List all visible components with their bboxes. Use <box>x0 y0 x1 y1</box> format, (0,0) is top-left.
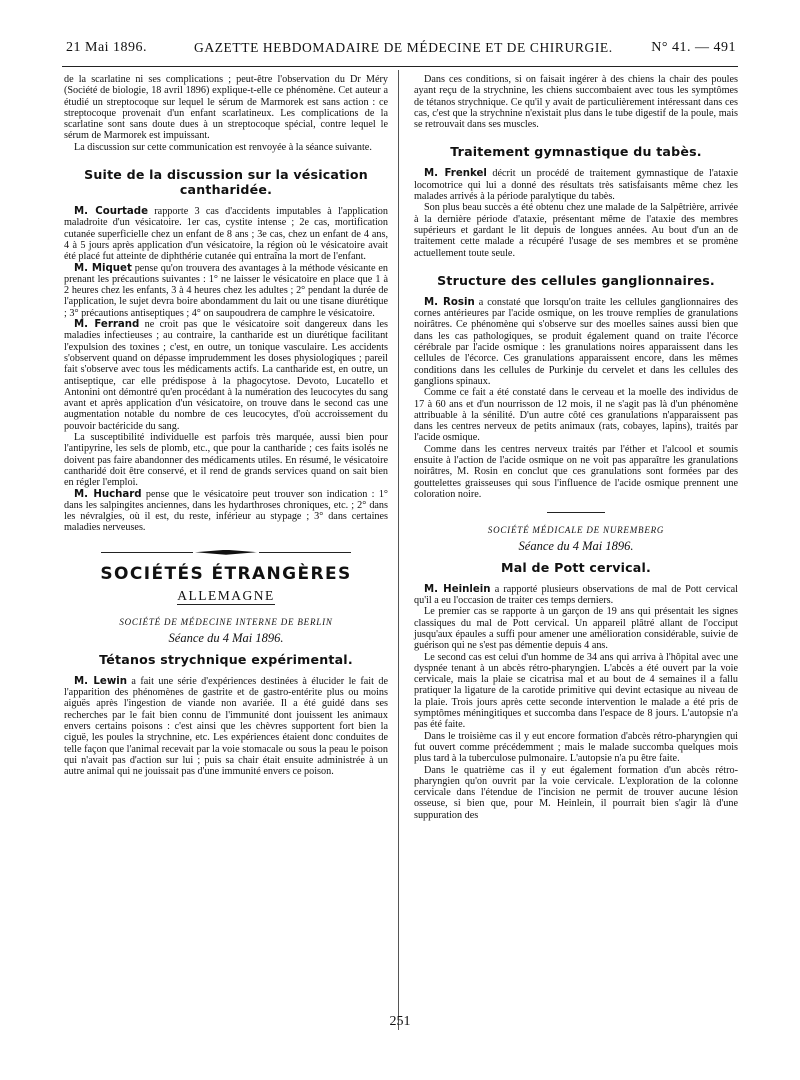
header-rule <box>62 66 738 67</box>
header-title: GAZETTE HEBDOMADAIRE DE MÉDECINE ET DE CHIRURGIE. <box>194 40 613 55</box>
column-divider <box>398 70 399 1030</box>
paragraph-text: rapporte 3 cas d'accidents imputables à l'application maladroite d'un vésicatoire. 1er cas, cystite intense ; 2e cas, mortification cutanée superficielle chez un enfant de 8 ans ; 3e cas, chez un enfant de 4 ans, 4 à 5 jours après application d'un vésicatoire, la région où le vésicatoire avait été placé fut atteinte de diphthérie cutanée qui entraîna la mort de l'enfant. <box>64 206 388 263</box>
paragraph-huchard <box>64 489 388 534</box>
paragraph: Dans ces conditions, si on faisait ingérer à des chiens la chair des poules ayant reçu de la strychnine, les chiens succombaient avec tous les symptômes de tétanos strychnique. Ce qu'il y avait de particulièrement intéressant dans ces cas, c'est que la strychnine n'existait plus dans le tube digestif de la poule, mais se retrouvait dans ses muscles. <box>414 74 738 131</box>
society-name: SOCIÉTÉ MÉDICALE DE NUREMBERG <box>487 525 665 536</box>
paragraph: de la scarlatine ni ses complications ; peut-être l'observation du Dr Méry (Société de biologie, 18 avril 1896) explique-t-elle ce phénomène. Cet auteur a étudié un streptocoque sur lequel le sérum de Marmorek est sans action : ce streptocoque provenait d'un enfant scarlatineux. Les complications de la scarlatine sont sans doute dues à un streptocoque spécial, contre lequel le sérum de Marmorek est impuissant. <box>64 74 388 142</box>
section-heading-tabes: Traitement gymnastique du tabès. <box>450 144 702 160</box>
speaker-name: M. Frenkel <box>424 168 487 180</box>
society-name: SOCIÉTÉ DE MÉDECINE INTERNE DE BERLIN <box>119 617 333 628</box>
speaker-name: M. Miquet <box>74 262 132 274</box>
seance-date: Séance du 4 Mai 1896. <box>168 630 284 645</box>
section-ornament <box>64 550 388 555</box>
header-date: 21 Mai 1896. <box>66 40 148 55</box>
paragraph-heinlein <box>414 584 738 607</box>
paragraph-text: ne croit pas que le vésicatoire soit dangereux dans les maladies infectieuses ; au contraire, la cantharide est un diurétique facilitant l'expulsion des toxines ; c'est, en outre, un tonique vasculaire. Les accidents s'observent quand on dépasse imprudemment les doses physiologiques ; pareil fait s'observe avec tous les médicaments actifs. La cantharide est, en outre, un antiseptique, car elle prédispose à la phagocytose. Devoto, Lucatello et Antonini ont démontré qu'en procédant à la numération des leucocytes du sang avant et après application d'un vésicatoire, on trouve dans le second cas une augmentation notable du nombre de ces leucocytes, d'où accroissement du pouvoir bactéricide du sang. <box>64 319 389 432</box>
paragraph: Dans le quatrième cas il y eut également formation d'un abcès rétro-pharyngien qu'on ouvrit par la voie cervicale. L'exploration de la colonne cervicale dans l'étendue de l'incision ne permit de trouver aucune lésion osseuse, si bien que, pour M. Heinlein, il pourrait bien s'agir là d'une suppuration des <box>414 764 738 821</box>
paragraph: Le second cas est celui d'un homme de 34 ans qui arriva à l'hôpital avec une dyspnée tenant à un abcès rétro-pharyngien. L'abcès a été ouvert par la voie cervicale, mais la plaie se cicatrisa mal et au bout de 4 semaines il a fallu pratiquer la ligature de la carotide primitive qui devint ectasique au niveau de la plaie. Trois jours après cette seconde intervention le malade a été pris de symptômes méningitiques et succomba dans l'espace de 8 jours. L'autopsie n'a pas été faite. <box>414 651 738 731</box>
section-heading-tetanos: Tétanos strychnique expérimental. <box>99 651 353 667</box>
paragraph-courtade <box>64 206 388 262</box>
seance-date: Séance du 4 Mai 1896. <box>518 538 634 553</box>
paragraph: Le premier cas se rapporte à un garçon de 19 ans qui présentait les signes classiques du mal de Pott cervical. Un appareil plâtré allant de l'occiput jusqu'aux épaules a suffi pour amener une amélioration considérable, suivie de guérison qui ne s'est pas démentie depuis 4 ans. <box>414 606 738 652</box>
right-column <box>414 74 738 821</box>
speaker-name: M. Huchard <box>74 488 142 500</box>
paragraph-miquet <box>64 263 388 319</box>
paragraph-text: a rapporté plusieurs observations de mal de Pott cervical qu'il a eu l'occasion de traiter ces temps derniers. <box>414 583 738 607</box>
section-heading-vesication: Suite de la discussion sur la vésication cantharidée. <box>84 167 368 198</box>
paragraph-text: a constaté que lorsqu'on traite les cellules ganglionnaires des cornes antérieures par l'acide osmique, on les trouve remplies de granulations noirâtres. Ce phénomène qui s'observe sur des moelles saines aussi bien que dans les cas pathologiques, se produit également quand on traite l'écorce cérébrale par l'acide osmique : les granulations noires apparaissent dans les cellules de l'écorce. Ces granulations apparaissent encore, dans les mêmes conditions dans les cellules de Purkinje du cervelet et dans les cellules des ganglions spinaux. <box>414 296 738 387</box>
speaker-name: M. Heinlein <box>424 583 491 595</box>
section-title-societes: SOCIÉTÉS ÉTRANGÈRES <box>100 563 352 584</box>
header-issue-number: N° 41. — 491 <box>651 40 736 55</box>
paragraph-text: décrit un procédé de traitement gymnastique de l'ataxie locomotrice qui lui a donné des résultats très satisfaisants même chez les malades arrivés à la période paralytique du tabès. <box>414 168 739 203</box>
speaker-name: M. Rosin <box>424 296 475 308</box>
paragraph-lewin <box>64 676 388 778</box>
page-number: 251 <box>389 1014 411 1029</box>
paragraph: La susceptibilité individuelle est parfois très marquée, aussi bien pour l'antipyrine, les sels de plomb, etc., que pour la cantharide ; ces faits isolés ne doivent pas faire abandonner des médicaments utiles. En résumé, le vésicatoire cantharidé doit être conservé, et il rend de grands services quand on sait bien en régler l'emploi. <box>64 432 388 489</box>
paragraph-ferrand <box>64 319 388 432</box>
speaker-name: M. Ferrand <box>74 319 140 331</box>
paragraph-text: pense que le vésicatoire peut trouver son indication : 1° dans les salpingites anciennes, dans les hydarthroses chroniques, etc. ; 2° dans les névralgies, où il est, du reste, inférieur au stypage ; 3° dans certaines maladies nerveuses. <box>64 488 388 534</box>
section-heading-pott: Mal de Pott cervical. <box>501 559 651 575</box>
paragraph: Son plus beau succès a été obtenu chez une malade de la Salpêtrière, arrivée à la dernière période d'ataxie, présentant même de l'ataxie des membres supérieurs et gardant le lit depuis de longues années. Au bout d'un an de traitement cette malade a récupéré l'usage de ses membres et se promène actuellement toute seule. <box>414 202 738 259</box>
speaker-name: M. Lewin <box>74 675 127 687</box>
left-column <box>64 74 388 778</box>
section-rule <box>547 512 605 513</box>
speaker-name: M. Courtade <box>74 206 148 218</box>
paragraph: Comme dans les centres nerveux traités par l'éther et l'alcool et soumis ensuite à l'action de l'acide osmique on ne voit pas apparaître les granulations noirâtres, M. Rosin en conclut que ces granulations sont formées par des gouttelettes graisseuses qui sous l'influence de l'acide osmique prennent une coloration noire. <box>414 443 738 500</box>
paragraph: Dans le troisième cas il y eut encore formation d'abcès rétro-pharyngien qui fut ouvert comme précédemment ; mais le malade succomba quelques mois plus tard à la tuberculose pulmonaire. L'autopsie n'a pu être faite. <box>414 730 738 765</box>
country-heading: ALLEMAGNE <box>177 590 275 605</box>
paragraph-rosin <box>414 297 738 387</box>
paragraph: La discussion sur cette communication est renvoyée à la séance suivante. <box>74 141 372 153</box>
paragraph: Comme ce fait a été constaté dans le cerveau et la moelle des individus de 17 à 60 ans et d'un nourrisson de 12 mois, il ne s'agit pas là d'un phénomène attribuable à la sénilité. D'un autre côté ces granulations n'apparaissent pas dans les centres nerveux de petits animaux (rats, cobayes, lapins), traités par l'acide osmique. <box>414 387 738 444</box>
paragraph-frenkel <box>414 168 738 202</box>
paragraph-text: a fait une série d'expériences destinées à élucider le fait de l'apparition des phénomènes de gastrite et de gastro-entérite plus ou moins aiguës après l'ingestion de viande non avariée. Il a été guidé dans ses recherches par le fait bien connu de l'immunité dont jouissent les animaux envers certains poisons : c'est ainsi que les chèvres supportent fort bien la ciguë, les poules la strychnine, etc. Les expériences étaient donc conduites de telle façon que l'animal recevait par la voie stomacale ou sous la peau le poison qui n'avait pas d'action sur lui ; puis sa chair était ensuite administrée à un autre animal qui ne jouissait pas d'une immunité envers ce poison. <box>64 675 388 778</box>
section-heading-structure: Structure des cellules ganglionnaires. <box>437 272 715 288</box>
running-header <box>66 36 736 60</box>
paragraph-text: pense qu'on trouvera des avantages à la méthode vésicante en prenant les précautions suivantes : 1° ne laisser le vésicatoire en place que 1 à 2 heures chez les enfants, 3 à 4 heures chez les adultes ; 2° pendant la durée de l'application, le sujet devra boire abondamment du lait ou une tisane diurétique ; 3° précautions antiseptiques ; 4° on saupoudrera de camphre le vésicatoire. <box>64 262 388 319</box>
